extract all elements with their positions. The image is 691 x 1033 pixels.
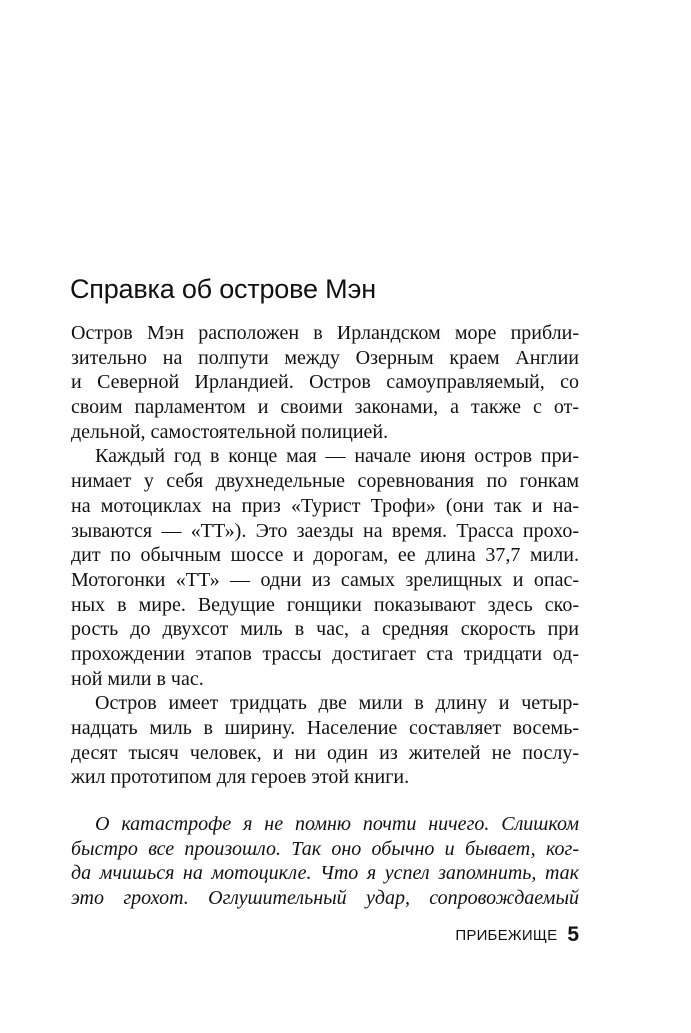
- text-line: рость до двухсот миль в час, а средняя скорость при: [71, 618, 579, 641]
- text-line: и Северной Ирландией. Остров самоуправляемый, со: [71, 371, 579, 394]
- text-line: своим парламентом и своими законами, а также с от-: [71, 396, 579, 419]
- section-heading: Справка об острове Мэн: [70, 274, 376, 304]
- text-line: Остров имеет тридцать две мили в длину и четыр-: [95, 692, 579, 715]
- text-line: нимает у себя двухнедельные соревнования по гонкам: [71, 470, 579, 493]
- text-line: на мотоциклах на приз «Турист Трофи» (они так и на-: [71, 494, 579, 517]
- text-line: прохождении этапов трассы достигает ста тридцати од-: [71, 642, 579, 665]
- text-line: дельной, самостоятельной полицией.: [71, 420, 389, 443]
- reference-text: [71, 321, 579, 790]
- text-line: надцать миль в ширину. Население составляет восемь-: [71, 717, 579, 739]
- text-line: Остров Мэн расположен в Ирландском море прибли-: [71, 322, 579, 344]
- text-line: дит по обычным шоссе и дорогам, ее длина 37,7 мили.: [71, 544, 579, 567]
- text-line: Каждый год в конце мая — начале июня остров при-: [95, 445, 579, 468]
- text-line: это грохот. Оглушительный удар, сопровождаемый: [71, 887, 579, 910]
- running-title: ПРИБЕЖИЩЕ: [455, 927, 558, 944]
- text-line: ной мили в час.: [71, 667, 204, 690]
- text-line: десят тысяч человек, и ни один из жителей не послу-: [71, 741, 579, 764]
- narrative-text: [71, 812, 579, 911]
- text-line: Мотогонки «ТТ» — одни из самых зрелищных и опас-: [71, 568, 579, 591]
- text-line: да мчишься на мотоцикле. Что я успел запомнить, так: [71, 862, 579, 885]
- page-footer: [0, 924, 579, 947]
- page-number: 5: [567, 923, 579, 946]
- text-line: ных в мире. Ведущие гонщики показывают здесь ско-: [71, 593, 579, 616]
- text-line: быстро все произошло. Так оно обычно и бывает, ког-: [71, 837, 579, 860]
- text-line: жил прототипом для героев этой книги.: [71, 766, 410, 789]
- text-line: зываются — «ТТ»). Это заезды на время. Трасса прохо-: [71, 519, 579, 542]
- text-line: зительно на полпути между Озерным краем Англии: [71, 346, 579, 369]
- text-line: О катастрофе я не помню почти ничего. Слишком: [95, 813, 579, 835]
